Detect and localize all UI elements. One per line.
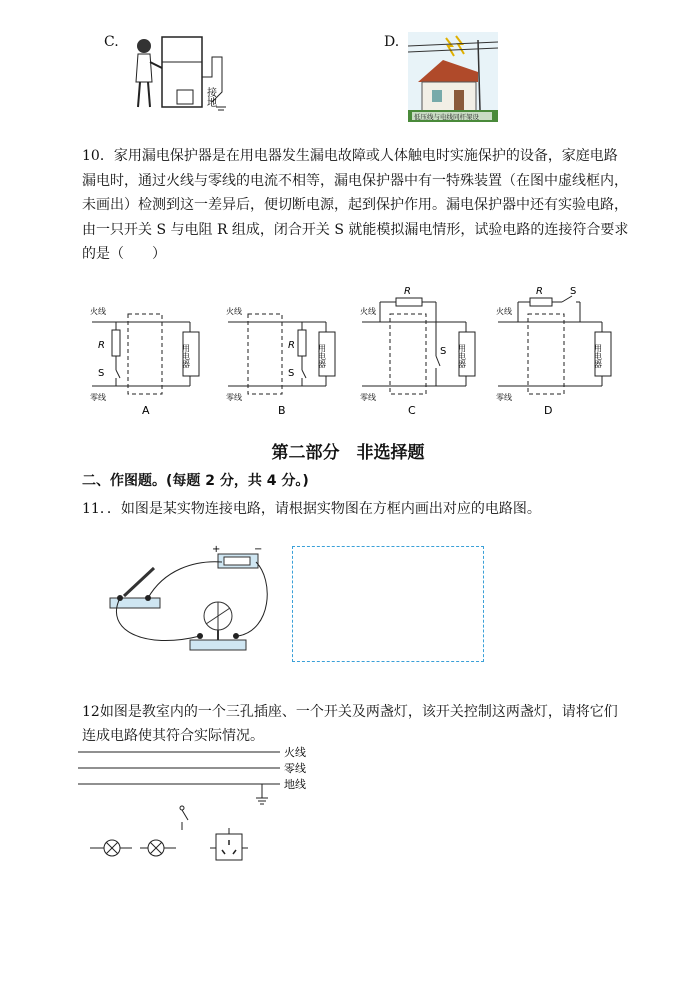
svg-text:S: S (288, 368, 295, 379)
svg-text:R: R (98, 340, 105, 351)
knife-switch (124, 568, 154, 596)
physical-circuit-illustration (104, 540, 274, 660)
circuit-a-zero-label: 零线 (90, 393, 106, 402)
question-11-text: 11．．如图是某实物连接电路，请根据实物图在方框内画出对应的电路图。 (82, 501, 541, 517)
resistor-c (396, 298, 422, 306)
svg-text:零线: 零线 (226, 393, 242, 402)
option-c-illustration (122, 32, 232, 112)
switch-a (116, 370, 120, 378)
svg-text:S: S (570, 286, 577, 297)
resistor-a (112, 330, 120, 356)
leakage-protector-circuits (80, 280, 620, 420)
circuit-a-label: A (142, 404, 150, 417)
svg-text:R: R (536, 286, 543, 297)
resistor-b (298, 330, 306, 356)
svg-text:火线: 火线 (360, 307, 376, 316)
section-drawing-title: 二、作图题。(每题 2 分，共 4 分。) (82, 473, 309, 489)
svg-text:火线: 火线 (496, 307, 512, 316)
wall-switch (182, 810, 188, 820)
circuit-drawing-box[interactable] (292, 546, 484, 662)
question-12-text: 12如图是教室内的一个三孔插座、一个开关及两盏灯，该开关控制这两盏灯，请将它们连成电路使其符合实际情况。 (82, 704, 618, 744)
option-c-label: C. (104, 34, 119, 50)
circuit-a-fire-label: 火线 (90, 307, 106, 316)
three-hole-socket (216, 834, 242, 860)
fire-wire-label: 火线 (284, 746, 306, 759)
svg-text:R: R (404, 286, 411, 297)
battery (224, 557, 250, 565)
svg-text:用电器: 用电器 (317, 344, 327, 368)
svg-text:S: S (98, 368, 105, 379)
ground-tag: 接地 (204, 87, 216, 107)
switch-b (302, 370, 306, 378)
circuit-a (90, 306, 199, 417)
circuit-d-label: D (544, 404, 553, 417)
battery-minus: − (254, 544, 263, 555)
svg-text:R: R (288, 340, 295, 351)
ground-wire-label: 地线 (284, 778, 306, 791)
part-two-heading: 第二部分 非选择题 (271, 443, 425, 463)
circuit-c-label: C (408, 404, 416, 417)
svg-text:零线: 零线 (360, 393, 376, 402)
person-head (137, 39, 151, 53)
resistor-d (530, 298, 552, 306)
appliance-outline (162, 37, 202, 107)
svg-text:火线: 火线 (226, 307, 242, 316)
classroom-wiring-diagram (76, 742, 336, 866)
option-d-illustration (408, 32, 498, 122)
option-d-caption: 低压线与电线同杆架设 (414, 113, 479, 121)
wire (148, 562, 222, 598)
svg-text:用电器: 用电器 (181, 344, 191, 368)
house-wall (422, 82, 476, 112)
circuit-d (496, 286, 611, 417)
question-10-text: 10．家用漏电保护器是在用电器发生漏电故障或人体触电时实施保护的设备，家庭电路漏电时，通过火线与零线的电流不相等，漏电保护器中有一特殊装置（在图中虚线框内，未画出）检测到这一差异后，便切断电源，起到保护作用。漏电保护器中还有实验电路，由一只开关 S 与电阻 R 组成，闭合开关 S 就能模拟漏电情形，试验电路的连接符合要求的是（ ） (82, 148, 629, 262)
option-d-label: D. (384, 34, 400, 50)
circuit-c (360, 286, 475, 417)
svg-text:零线: 零线 (496, 393, 512, 402)
switch-c (436, 356, 440, 366)
zero-wire-label: 零线 (284, 762, 306, 775)
svg-text:用电器: 用电器 (593, 344, 603, 368)
circuit-b (226, 306, 335, 417)
circuit-b-label: B (278, 404, 286, 417)
battery-plus: + (212, 544, 221, 555)
svg-text:用电器: 用电器 (457, 344, 467, 368)
svg-text:S: S (440, 346, 447, 357)
fan-base (190, 640, 246, 650)
